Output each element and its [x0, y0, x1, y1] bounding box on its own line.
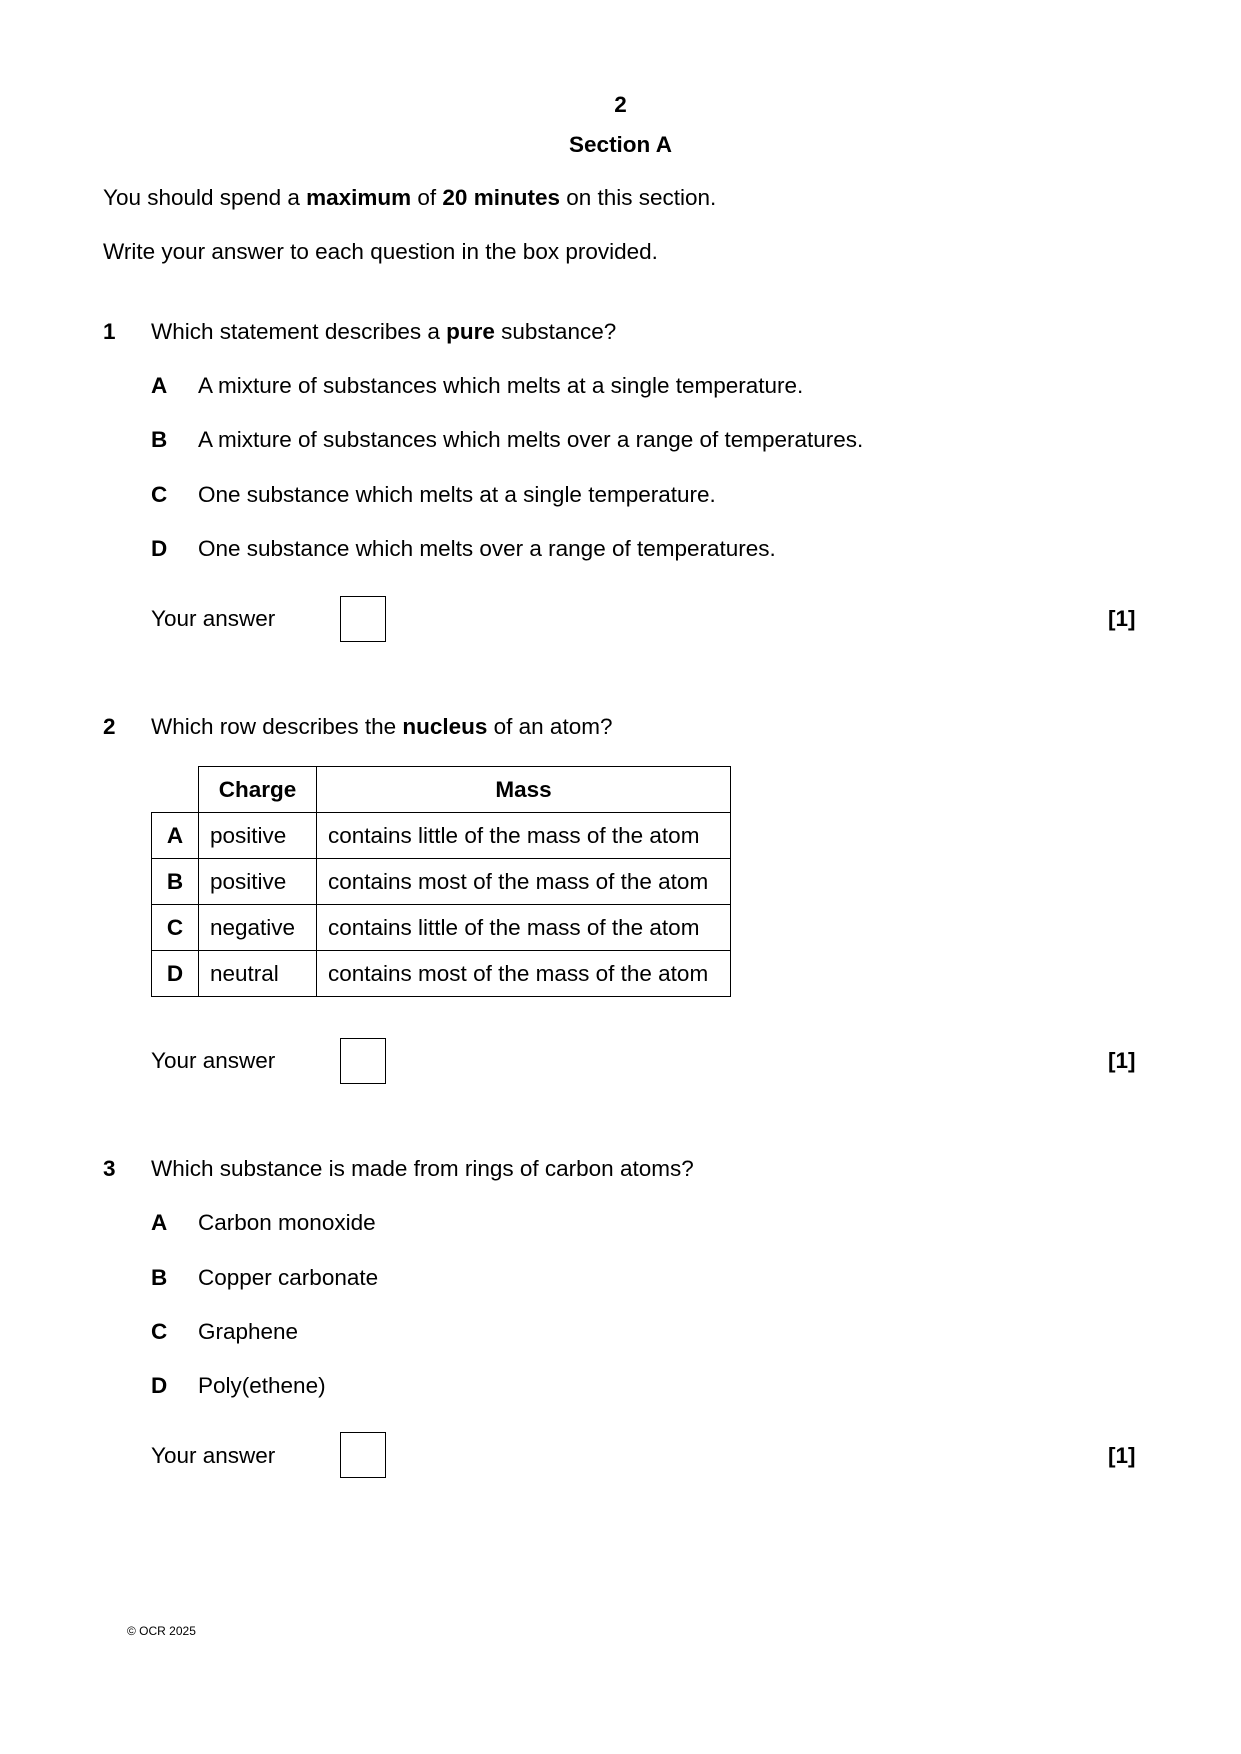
q3-answer-box[interactable]: [340, 1432, 386, 1478]
row-letter: B: [152, 859, 199, 905]
question-number-2: 2: [103, 714, 116, 739]
mass-cell: contains most of the mass of the atom: [317, 859, 731, 905]
charge-cell: neutral: [199, 951, 317, 997]
q1-option-text: One substance which melts at a single temperature.: [198, 482, 716, 507]
instruction-time: You should spend a maximum of 20 minutes on this section.: [103, 185, 717, 210]
q2-marks: [1]: [1108, 1048, 1136, 1073]
table-corner-cell: [152, 767, 199, 813]
row-letter: C: [152, 905, 199, 951]
question-2-stem: Which row describes the nucleus of an atom?: [151, 714, 613, 739]
q3-option-letter: B: [151, 1265, 168, 1290]
q3-option-letter: C: [151, 1319, 168, 1344]
q1-option-text: One substance which melts over a range of temperatures.: [198, 536, 776, 561]
q1-option-text: A mixture of substances which melts over a range of temperatures.: [198, 427, 864, 452]
mass-cell: contains little of the mass of the atom: [317, 813, 731, 859]
q1-option-letter: D: [151, 536, 168, 561]
question-number-3: 3: [103, 1156, 116, 1181]
mass-cell: contains most of the mass of the atom: [317, 951, 731, 997]
q3-option-text: Graphene: [198, 1319, 299, 1344]
page-number: 2: [614, 92, 627, 117]
mass-cell: contains little of the mass of the atom: [317, 905, 731, 951]
table-row: [152, 951, 731, 997]
instruction-answer-box: Write your answer to each question in the box provided.: [103, 239, 658, 264]
copyright-footer: © OCR 2025: [127, 1624, 196, 1638]
row-letter: D: [152, 951, 199, 997]
nucleus-options-table: [151, 766, 731, 997]
table-header-row: [152, 767, 731, 813]
table-row: [152, 859, 731, 905]
charge-cell: negative: [199, 905, 317, 951]
question-3-stem: Which substance is made from rings of carbon atoms?: [151, 1156, 694, 1181]
q1-option-letter: A: [151, 373, 168, 398]
table-header-charge: Charge: [199, 767, 317, 813]
q1-answer-box[interactable]: [340, 596, 386, 642]
charge-cell: positive: [199, 859, 317, 905]
q3-option-text: Poly(ethene): [198, 1373, 326, 1398]
question-number-1: 1: [103, 319, 116, 344]
q3-option-letter: A: [151, 1210, 168, 1235]
q1-option-text: A mixture of substances which melts at a single temperature.: [198, 373, 804, 398]
question-1-stem: Which statement describes a pure substance?: [151, 319, 617, 344]
q1-option-letter: C: [151, 482, 168, 507]
q1-answer-label: Your answer: [151, 606, 276, 631]
q2-answer-box[interactable]: [340, 1038, 386, 1084]
q2-answer-label: Your answer: [151, 1048, 276, 1073]
table-row: [152, 905, 731, 951]
table-header-mass: Mass: [317, 767, 731, 813]
q3-marks: [1]: [1108, 1443, 1136, 1468]
q1-marks: [1]: [1108, 606, 1136, 631]
q1-option-letter: B: [151, 427, 168, 452]
q3-option-letter: D: [151, 1373, 168, 1398]
charge-cell: positive: [199, 813, 317, 859]
q3-option-text: Carbon monoxide: [198, 1210, 376, 1235]
q3-option-text: Copper carbonate: [198, 1265, 379, 1290]
q3-answer-label: Your answer: [151, 1443, 276, 1468]
section-title: Section A: [569, 132, 672, 157]
table-row: [152, 813, 731, 859]
row-letter: A: [152, 813, 199, 859]
